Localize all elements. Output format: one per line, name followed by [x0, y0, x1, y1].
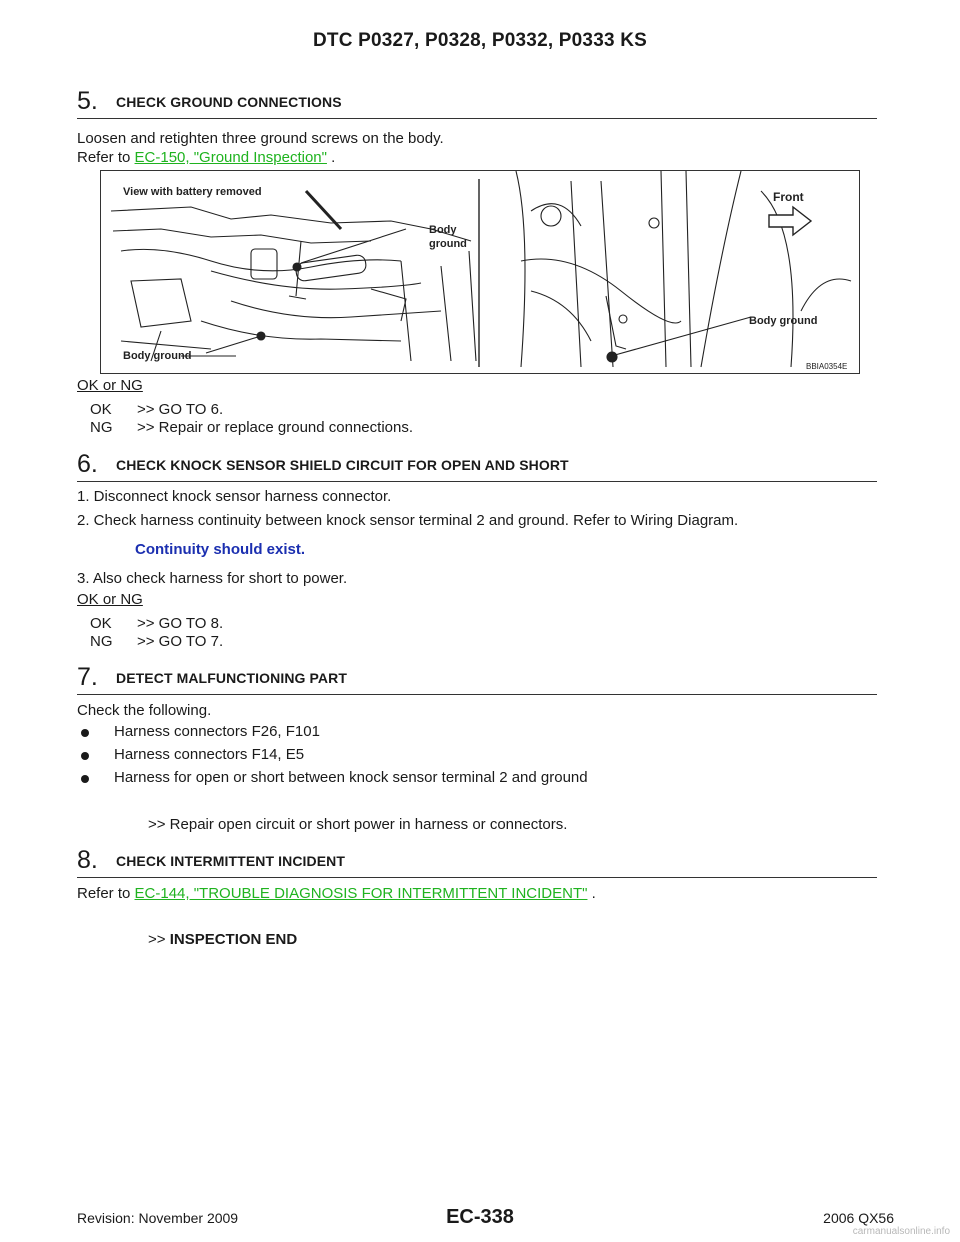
bullet-icon: [81, 775, 89, 783]
result-text: >> GO TO 8.: [137, 615, 224, 632]
result-text: >> GO TO 6.: [137, 401, 224, 418]
step-title: CHECK GROUND CONNECTIONS: [116, 94, 342, 110]
result-ok: [90, 614, 223, 634]
figure-code: BBIA0354E: [806, 362, 848, 371]
step-number: 6.: [77, 450, 98, 478]
result-text: >> Repair or replace ground connections.: [137, 419, 414, 436]
step-6-item-3: 3. Also check harness for short to power.: [77, 570, 348, 587]
figure-label-body-ground-left: Body ground: [123, 350, 192, 362]
intermittent-incident-link[interactable]: EC-144, "TROUBLE DIAGNOSIS FOR INTERMITTENT INCIDENT": [134, 885, 588, 902]
figure-label-body-a: Body: [429, 224, 457, 236]
step-title: CHECK KNOCK SENSOR SHIELD CIRCUIT FOR OPEN AND SHORT: [116, 457, 569, 473]
result-ng: [90, 418, 413, 438]
refer-prefix: Refer to: [77, 885, 135, 902]
result-ok: [90, 400, 223, 420]
refer-suffix: .: [326, 149, 336, 166]
step-number: 7.: [77, 663, 98, 691]
result-code: NG: [90, 419, 113, 436]
ground-inspection-link[interactable]: EC-150, "Ground Inspection": [134, 149, 327, 166]
step-6-item-2: 2. Check harness continuity between knock sensor terminal 2 and ground. Refer to Wiring Diagram.: [77, 512, 739, 529]
page-title: DTC P0327, P0328, P0332, P0333 KS: [312, 30, 648, 51]
page-number: EC-338: [446, 1206, 514, 1228]
ok-or-ng-label: OK or NG: [77, 591, 143, 608]
step-7-intro: Check the following.: [77, 702, 212, 719]
engine-bay-illustration: [101, 171, 858, 372]
step-number: 8.: [77, 846, 98, 874]
result-code: OK: [90, 615, 112, 632]
step-8-header: [77, 845, 877, 878]
ground-location-figure: [100, 170, 860, 374]
refer-prefix: Refer to: [77, 149, 135, 166]
result-code: NG: [90, 633, 113, 650]
figure-label-view: View with battery removed: [123, 186, 262, 198]
step-8-refer: [77, 884, 596, 904]
step-6-item-1: 1. Disconnect knock sensor harness connector.: [77, 488, 392, 505]
figure-label-body-ground-right: Body ground: [749, 315, 818, 327]
step-8-result: >> INSPECTION END: [148, 931, 298, 948]
step-title: DETECT MALFUNCTIONING PART: [116, 670, 347, 686]
figure-label-body-b: ground: [429, 238, 467, 250]
step-number: 5.: [77, 87, 98, 115]
specification: Continuity should exist.: [135, 541, 306, 558]
step-7-result: >> Repair open circuit or short power in harness or connectors.: [148, 816, 568, 833]
ok-or-ng-label: OK or NG: [77, 377, 143, 394]
step-7-header: [77, 662, 877, 695]
refer-suffix: .: [587, 885, 596, 902]
inspection-end: INSPECTION END: [169, 931, 298, 948]
revision-date: Revision: November 2009: [77, 1210, 239, 1226]
bullet-icon: [81, 752, 89, 760]
watermark: carmanualsonline.info: [852, 1226, 950, 1237]
step-5-refer: [77, 148, 335, 168]
result-code: OK: [90, 401, 112, 418]
bullet-icon: [81, 729, 89, 737]
result-text: >> GO TO 7.: [137, 633, 224, 650]
step-5-header: [77, 86, 877, 119]
step-5-text: Loosen and retighten three ground screws on the body.: [77, 130, 444, 147]
step-title: CHECK INTERMITTENT INCIDENT: [116, 853, 346, 869]
step-6-header: [77, 449, 877, 482]
result-ng: [90, 632, 223, 652]
figure-label-front: Front: [773, 190, 804, 204]
model-year: 2006 QX56: [823, 1210, 894, 1226]
